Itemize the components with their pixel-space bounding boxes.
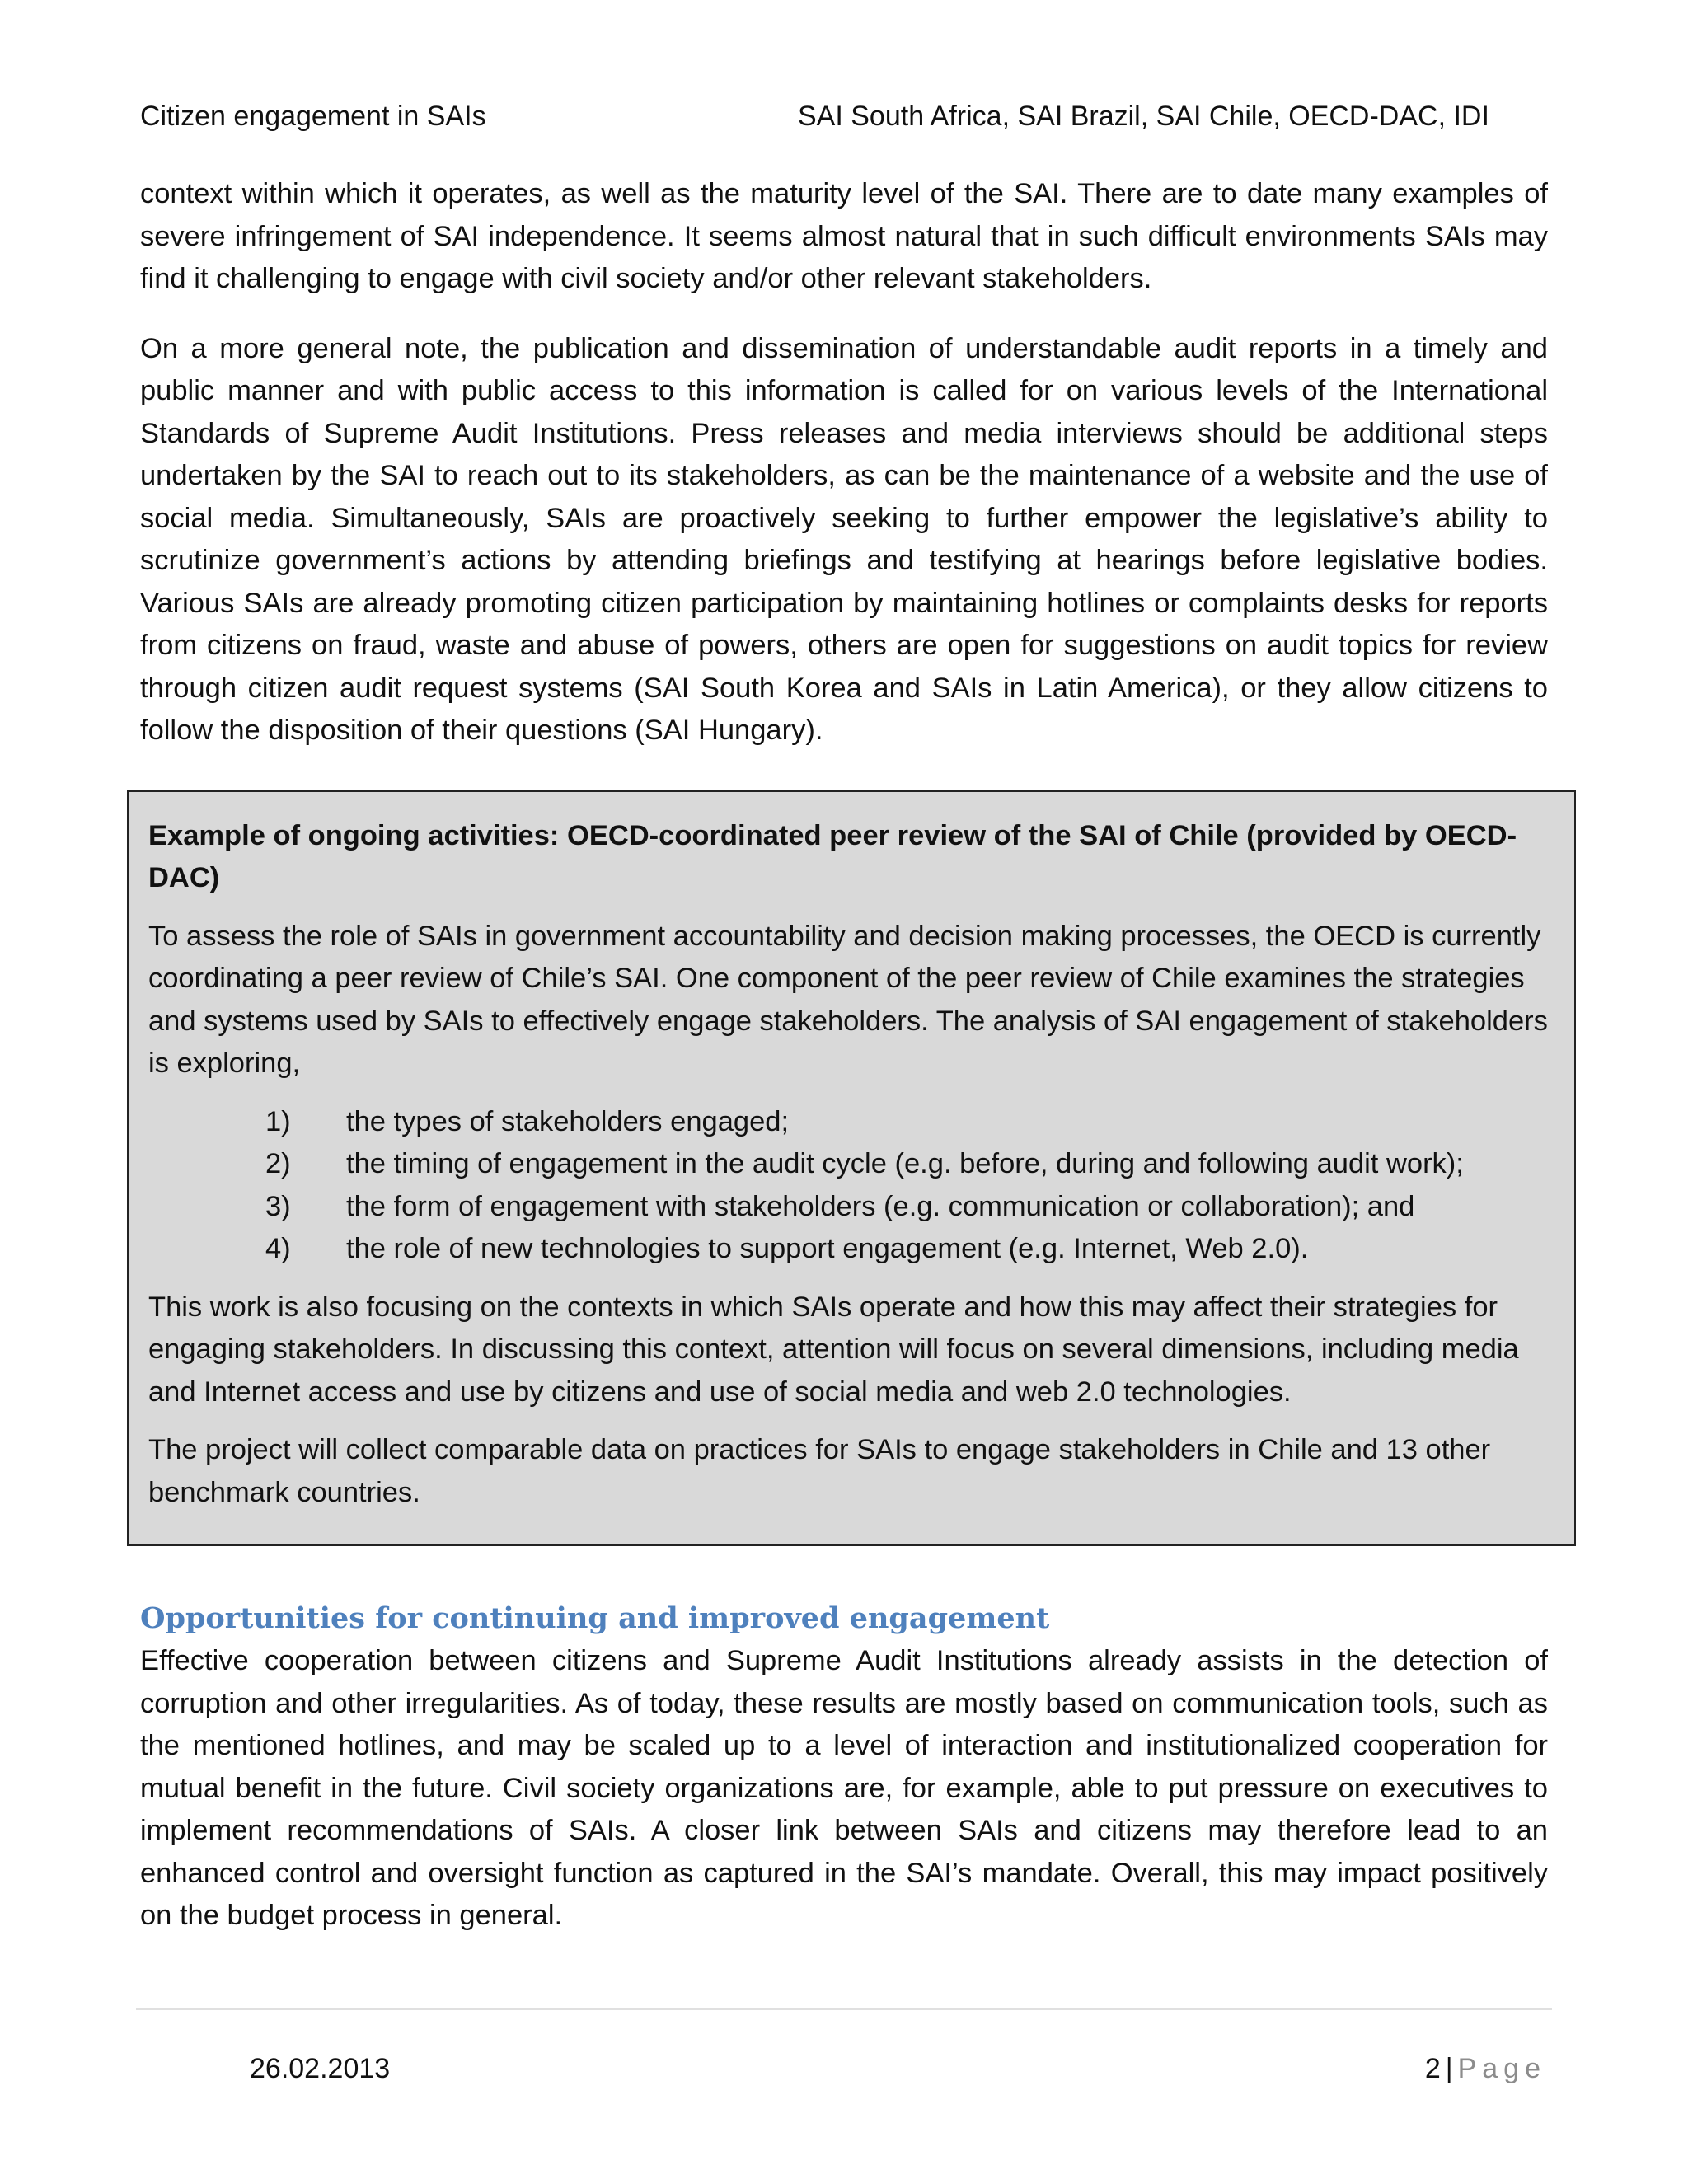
example-box-project: The project will collect comparable data on practices for SAIs to engage stakeholders in Chile and 13 other benchmark countries. — [148, 1434, 1491, 1508]
footer-date: 26.02.2013 — [250, 2053, 391, 2084]
footer-page-number — [1425, 2050, 1546, 2088]
list-item-number: 3) — [265, 1190, 291, 1222]
list-item — [148, 1186, 1554, 1229]
list-item — [148, 1143, 1554, 1186]
list-item-text: the types of stakeholders engaged; — [346, 1105, 790, 1137]
example-box-list — [148, 1101, 1554, 1271]
page-number: 2 — [1424, 2053, 1441, 2084]
section-body: Effective cooperation between citizens and Supreme Audit Institutions already assists in the detection of corruption and other irregularities. As of today, these results are mostly based on communication tools, such as the mentioned hotlines, and may be scaled up to a level of interaction and institutionalized cooperation for mutual benefit in the future. Civil society organizations are, for example, able to put pressure on executives to implement recommendations of SAIs. A closer link between SAIs and citizens may therefore lead to an enhanced control and oversight function as captured in the SAI’s mandate. Overall, this may impact positively on the budget process in general. — [140, 1645, 1548, 1931]
list-item — [148, 1101, 1554, 1144]
document-body — [140, 173, 1548, 1965]
header-title: Citizen engagement in SAIs — [140, 101, 486, 132]
header-authors: SAI South Africa, SAI Brazil, SAI Chile, OECD-DAC, IDI — [798, 101, 1489, 132]
example-box-intro: To assess the role of SAIs in government accountability and decision making processes, the OECD is currently coordinating a peer review of Chile’s SAI. One component of the peer review of Chile examines the strategies and systems used by SAIs to effectively engage stakeholders. The analysis of SAI engagement of stakeholders is exploring, — [148, 920, 1548, 1079]
paragraph-context: context within which it operates, as well as the maturity level of the SAI. There are to date many examples of severe infringement of SAI independence. It seems almost natural that in such difficult environments SAIs may find it challenging to engage with civil society and/or other relevant stakeholders. — [140, 178, 1548, 294]
footer-divider — [136, 2008, 1552, 2010]
example-box-title: Example of ongoing activities: OECD-coordinated peer review of the SAI of Chile (provided by OECD-DAC) — [148, 819, 1517, 893]
list-item-text: the form of engagement with stakeholders (e.g. communication or collaboration); and — [346, 1190, 1415, 1222]
list-item-number: 1) — [265, 1105, 291, 1137]
section-heading: Opportunities for continuing and improved engagement — [140, 1601, 1050, 1635]
list-item — [148, 1228, 1554, 1271]
example-box-contexts: This work is also focusing on the contexts in which SAIs operate and how this may affect their strategies for engaging stakeholders. In discussing this context, attention will focus on several dimensions, including media and Internet access and use by citizens and use of social media and web 2.0 technologies. — [148, 1291, 1519, 1408]
list-item-text: the role of new technologies to support engagement (e.g. Internet, Web 2.0). — [346, 1233, 1309, 1264]
page-label: Page — [1457, 2053, 1546, 2084]
page-separator: | — [1445, 2053, 1453, 2084]
paragraph-general-note: On a more general note, the publication and dissemination of understandable audit reports in a timely and public manner and with public access to this information is called for on various levels of the International Standards of Supreme Audit Institutions. Press releases and media interviews should be additional steps undertaken by the SAI to reach out to its stakeholders, as can be the maintenance of a website and the use of social media. Simultaneously, SAIs are proactively seeking to further empower the legislative’s ability to scrutinize government’s actions by attending briefings and testifying at hearings before legislative bodies. Various SAIs are already promoting citizen participation by maintaining hotlines or complaints desks for reports from citizens on fraud, waste and abuse of powers, others are open for suggestions on audit topics for review through citizen audit request systems (SAI South Korea and SAIs in Latin America), or they allow citizens to follow the disposition of their questions (SAI Hungary). — [140, 332, 1548, 746]
list-item-text: the timing of engagement in the audit cycle (e.g. before, during and following audit work); — [346, 1148, 1464, 1179]
list-item-number: 4) — [265, 1233, 291, 1264]
list-item-number: 2) — [265, 1148, 291, 1179]
example-box — [127, 790, 1576, 1547]
